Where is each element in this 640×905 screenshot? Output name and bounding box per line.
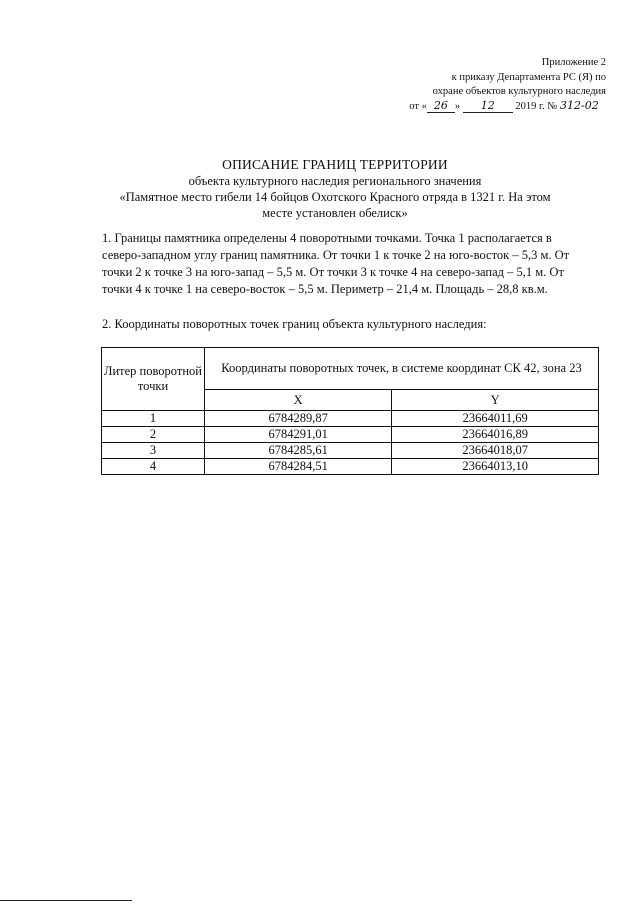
point-cell: 1 bbox=[102, 411, 205, 427]
table-header-row bbox=[102, 348, 599, 390]
handwritten-day: 26 bbox=[427, 100, 455, 113]
order-reference: к приказу Департамента РС (Я) по bbox=[451, 71, 606, 83]
date-prefix: от « bbox=[409, 100, 427, 112]
header-x: X bbox=[205, 390, 392, 411]
point-cell: 4 bbox=[102, 459, 205, 475]
y-cell: 23664011,69 bbox=[392, 411, 599, 427]
object-name-line1: «Памятное место гибели 14 бойцов Охотского Красного отряда в 1321 г. На этом bbox=[119, 190, 551, 204]
appendix-label: Приложение 2 bbox=[541, 57, 606, 68]
department-name: охране объектов культурного наследия bbox=[432, 86, 606, 97]
object-category: объекта культурного наследия регионального значения bbox=[188, 174, 482, 188]
document-title: ОПИСАНИЕ ГРАНИЦ ТЕРРИТОРИИ bbox=[222, 157, 448, 172]
handwritten-month: 12 bbox=[463, 100, 513, 113]
date-year: 2019 г. № bbox=[515, 100, 558, 112]
table-row bbox=[102, 443, 599, 459]
coordinates-table bbox=[101, 347, 599, 475]
date-mid: » bbox=[454, 100, 461, 112]
order-date-line bbox=[409, 100, 606, 115]
header-y: Y bbox=[392, 390, 599, 411]
y-cell: 23664016,89 bbox=[392, 427, 599, 443]
header-liter: Литер поворотной точки bbox=[102, 348, 205, 411]
object-name-line2: месте установлен обелиск» bbox=[262, 206, 408, 220]
table-row bbox=[102, 459, 599, 475]
appendix-header bbox=[409, 56, 606, 114]
y-cell: 23664013,10 bbox=[392, 459, 599, 475]
boundary-description: 1. Границы памятника определены 4 поворотными точками. Точка 1 располагается в северо-западном углу границ памятника. От точки 1 к точке 2 на юго-восток – 5,3 м. От точки 2 к точке 3 на юго-запад – 5,5 м. От точки 3 к точке 4 на северо-запад – 5,1 м. От точки 4 к точке 1 на северо-восток – 5,5 м. Периметр – 21,4 м. Площадь – 28,8 кв.м. bbox=[102, 231, 570, 296]
y-cell: 23664018,07 bbox=[392, 443, 599, 459]
table-row bbox=[102, 427, 599, 443]
point-cell: 3 bbox=[102, 443, 205, 459]
coordinates-intro: 2. Координаты поворотных точек границ объекта культурного наследия: bbox=[102, 317, 487, 331]
table-row bbox=[102, 411, 599, 427]
x-cell: 6784289,87 bbox=[205, 411, 392, 427]
title-block bbox=[110, 156, 560, 221]
handwritten-order-number: 312-02 bbox=[560, 98, 599, 112]
footnote-divider bbox=[0, 900, 132, 901]
point-cell: 2 bbox=[102, 427, 205, 443]
x-cell: 6784285,61 bbox=[205, 443, 392, 459]
x-cell: 6784284,51 bbox=[205, 459, 392, 475]
header-coordinates: Координаты поворотных точек, в системе координат СК 42, зона 23 bbox=[205, 348, 599, 390]
x-cell: 6784291,01 bbox=[205, 427, 392, 443]
